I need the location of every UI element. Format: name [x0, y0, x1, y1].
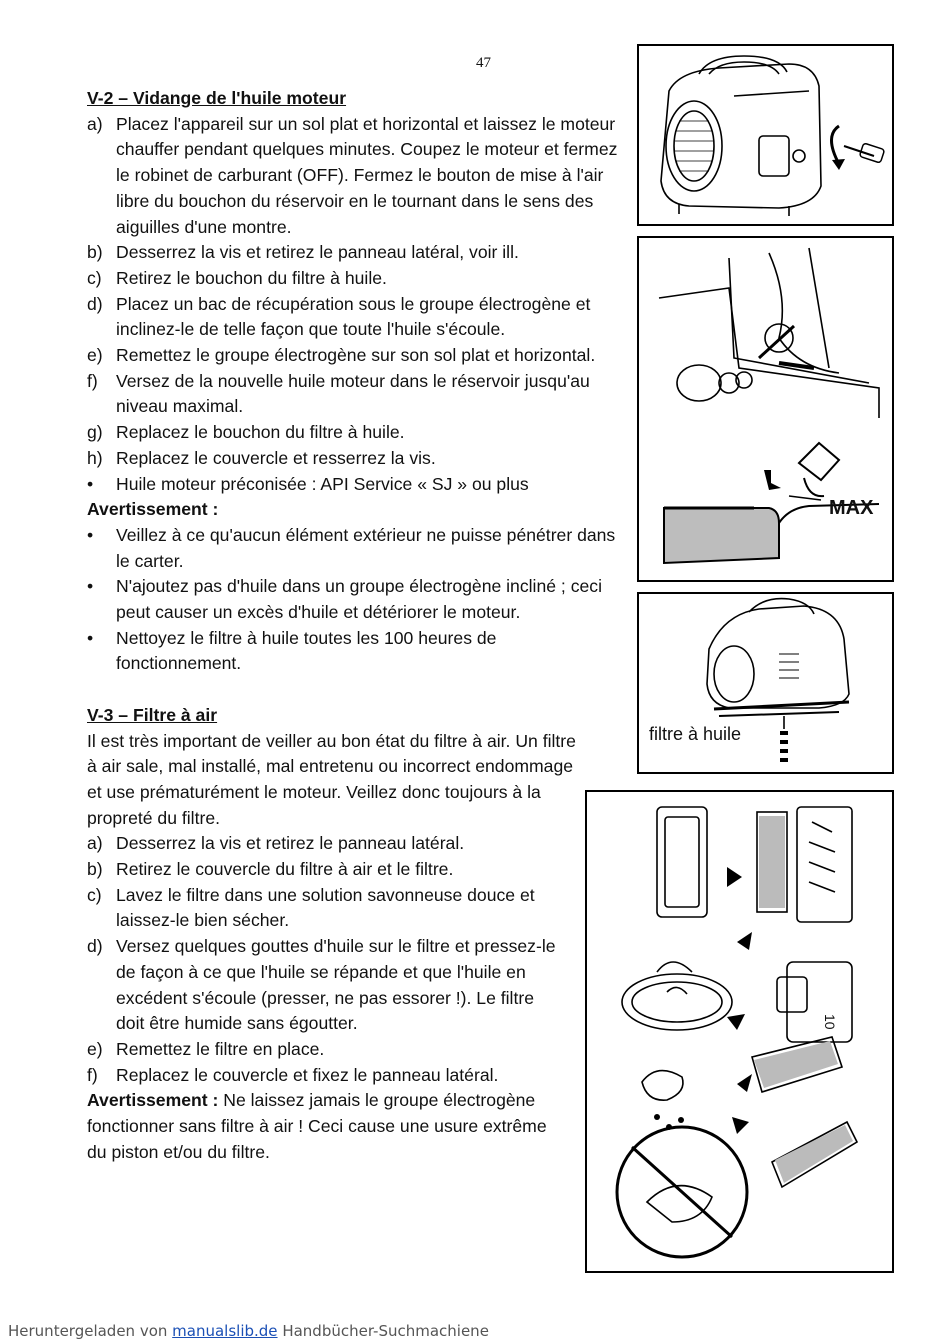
rotate-arrow-icon: [832, 126, 840, 164]
list-item: d) Versez quelques gouttes d'huile sur le filtre et pressez-le de façon à ce que l'huile se répande et que l'huile en excédent s'écoule (presser, ne pas essorer !). Le filtre doit être humide sans égoutter.: [87, 936, 556, 1034]
oil-plug-illustration: [639, 238, 892, 580]
body-text: [87, 86, 622, 1166]
air-filter-illustration: [587, 792, 892, 1271]
screwdriver-icon: [844, 146, 874, 156]
footer: Heruntergeladen von manualslib.de Handbücher-Suchmachiene: [8, 1322, 489, 1340]
list-item: a) Placez l'appareil sur un sol plat et horizontal et laissez le moteur chauffer pendant quelques minutes. Coupez le moteur et fermez le robinet de carburant (OFF). Fermez le bouton de mise à l'air libre du bouchon du réservoir en le tournant dans le sens des aiguilles d'une montre.: [87, 113, 618, 237]
warning-title: Avertissement :: [87, 499, 219, 520]
figure-oil-max-level: [637, 236, 894, 582]
manualslib-link[interactable]: manualslib.de: [172, 1322, 278, 1340]
bullet: •: [87, 524, 94, 545]
generator-illustration: [639, 46, 892, 224]
list-item: b) Desserrez la vis et retirez le panneau latéral, voir ill.: [87, 242, 519, 263]
list-item: f) Versez de la nouvelle huile moteur dans le réservoir jusqu'au niveau maximal.: [87, 370, 590, 417]
warning-list: [87, 523, 622, 677]
list-item: e) Remettez le filtre en place.: [87, 1039, 325, 1059]
figure-oil-filter: [637, 592, 894, 774]
vent-grid: [779, 654, 799, 678]
figure-air-filter-steps: [585, 790, 894, 1273]
list-item: c) Retirez le bouchon du filtre à huile.: [87, 267, 387, 288]
section-v3-intro: Il est très important de veiller au bon état du filtre à air. Un filtre à air sale, mal installé, mal entretenu ou incorrect endommage et use prématurément le moteur. Veillez donc toujours à la propreté du filtre.: [87, 730, 576, 828]
list-item: • Veillez à ce qu'aucun élément extérieur ne puisse pénétrer dans le carter.: [87, 524, 616, 571]
max-label: MAX: [829, 497, 874, 519]
list-item: • Huile moteur préconisée : API Service « SJ » ou plus: [87, 473, 529, 494]
step-arrows-icon: [727, 867, 752, 1134]
list-item: • N'ajoutez pas d'huile dans un groupe électrogène incliné ; ceci peut causer un excès d'huile et détériorer le moteur.: [87, 576, 602, 623]
section-v3-heading: V-3 – Filtre à air: [87, 704, 218, 725]
page-number: 47: [476, 55, 491, 71]
spacer: [87, 677, 622, 703]
list-item: b) Retirez le couvercle du filtre à air et le filtre.: [87, 859, 454, 880]
list-item: g) Replacez le bouchon du filtre à huile.: [87, 422, 405, 443]
filter-parts: [780, 731, 788, 762]
list-item: h) Replacez le couvercle et resserrez la vis.: [87, 447, 436, 468]
oil-plug-icon: [789, 443, 839, 500]
list-item: a) Desserrez la vis et retirez le panneau latéral.: [87, 833, 465, 854]
section-v3-steps: [87, 831, 562, 1088]
list-item: d) Placez un bac de récupération sous le groupe électrogène et inclinez-le de telle façon que toute l'huile s'écoule.: [87, 293, 591, 340]
bullet: •: [87, 576, 94, 597]
filter-sponges: [754, 816, 853, 1183]
oil-filter-label: filtre à huile: [649, 724, 742, 744]
list-item: • Nettoyez le filtre à huile toutes les 100 heures de fonctionnement.: [87, 627, 497, 674]
grille-hatching: [675, 121, 713, 171]
list-item: e) Remettez le groupe électrogène sur son sol plat et horizontal.: [87, 345, 596, 366]
bullet: •: [87, 627, 94, 648]
list-item: c) Lavez le filtre dans une solution savonneuse douce et laissez-le bien sécher.: [87, 884, 535, 931]
section-v2-heading: V-2 – Vidange de l'huile moteur: [87, 88, 347, 108]
oil-filter-illustration: [639, 594, 892, 772]
section-v2-steps: [87, 112, 622, 498]
figure-generator-side-panel: [637, 44, 894, 226]
section-v3-warning: Avertissement : Ne laissez jamais le groupe électrogène fonctionner sans filtre à air ! Ceci cause une usure extrême du piston et/ou du filtre.: [87, 1090, 547, 1162]
list-item: f) Replacez le couvercle et fixez le panneau latéral.: [87, 1064, 499, 1085]
oil-can-label: 10: [822, 1014, 838, 1030]
